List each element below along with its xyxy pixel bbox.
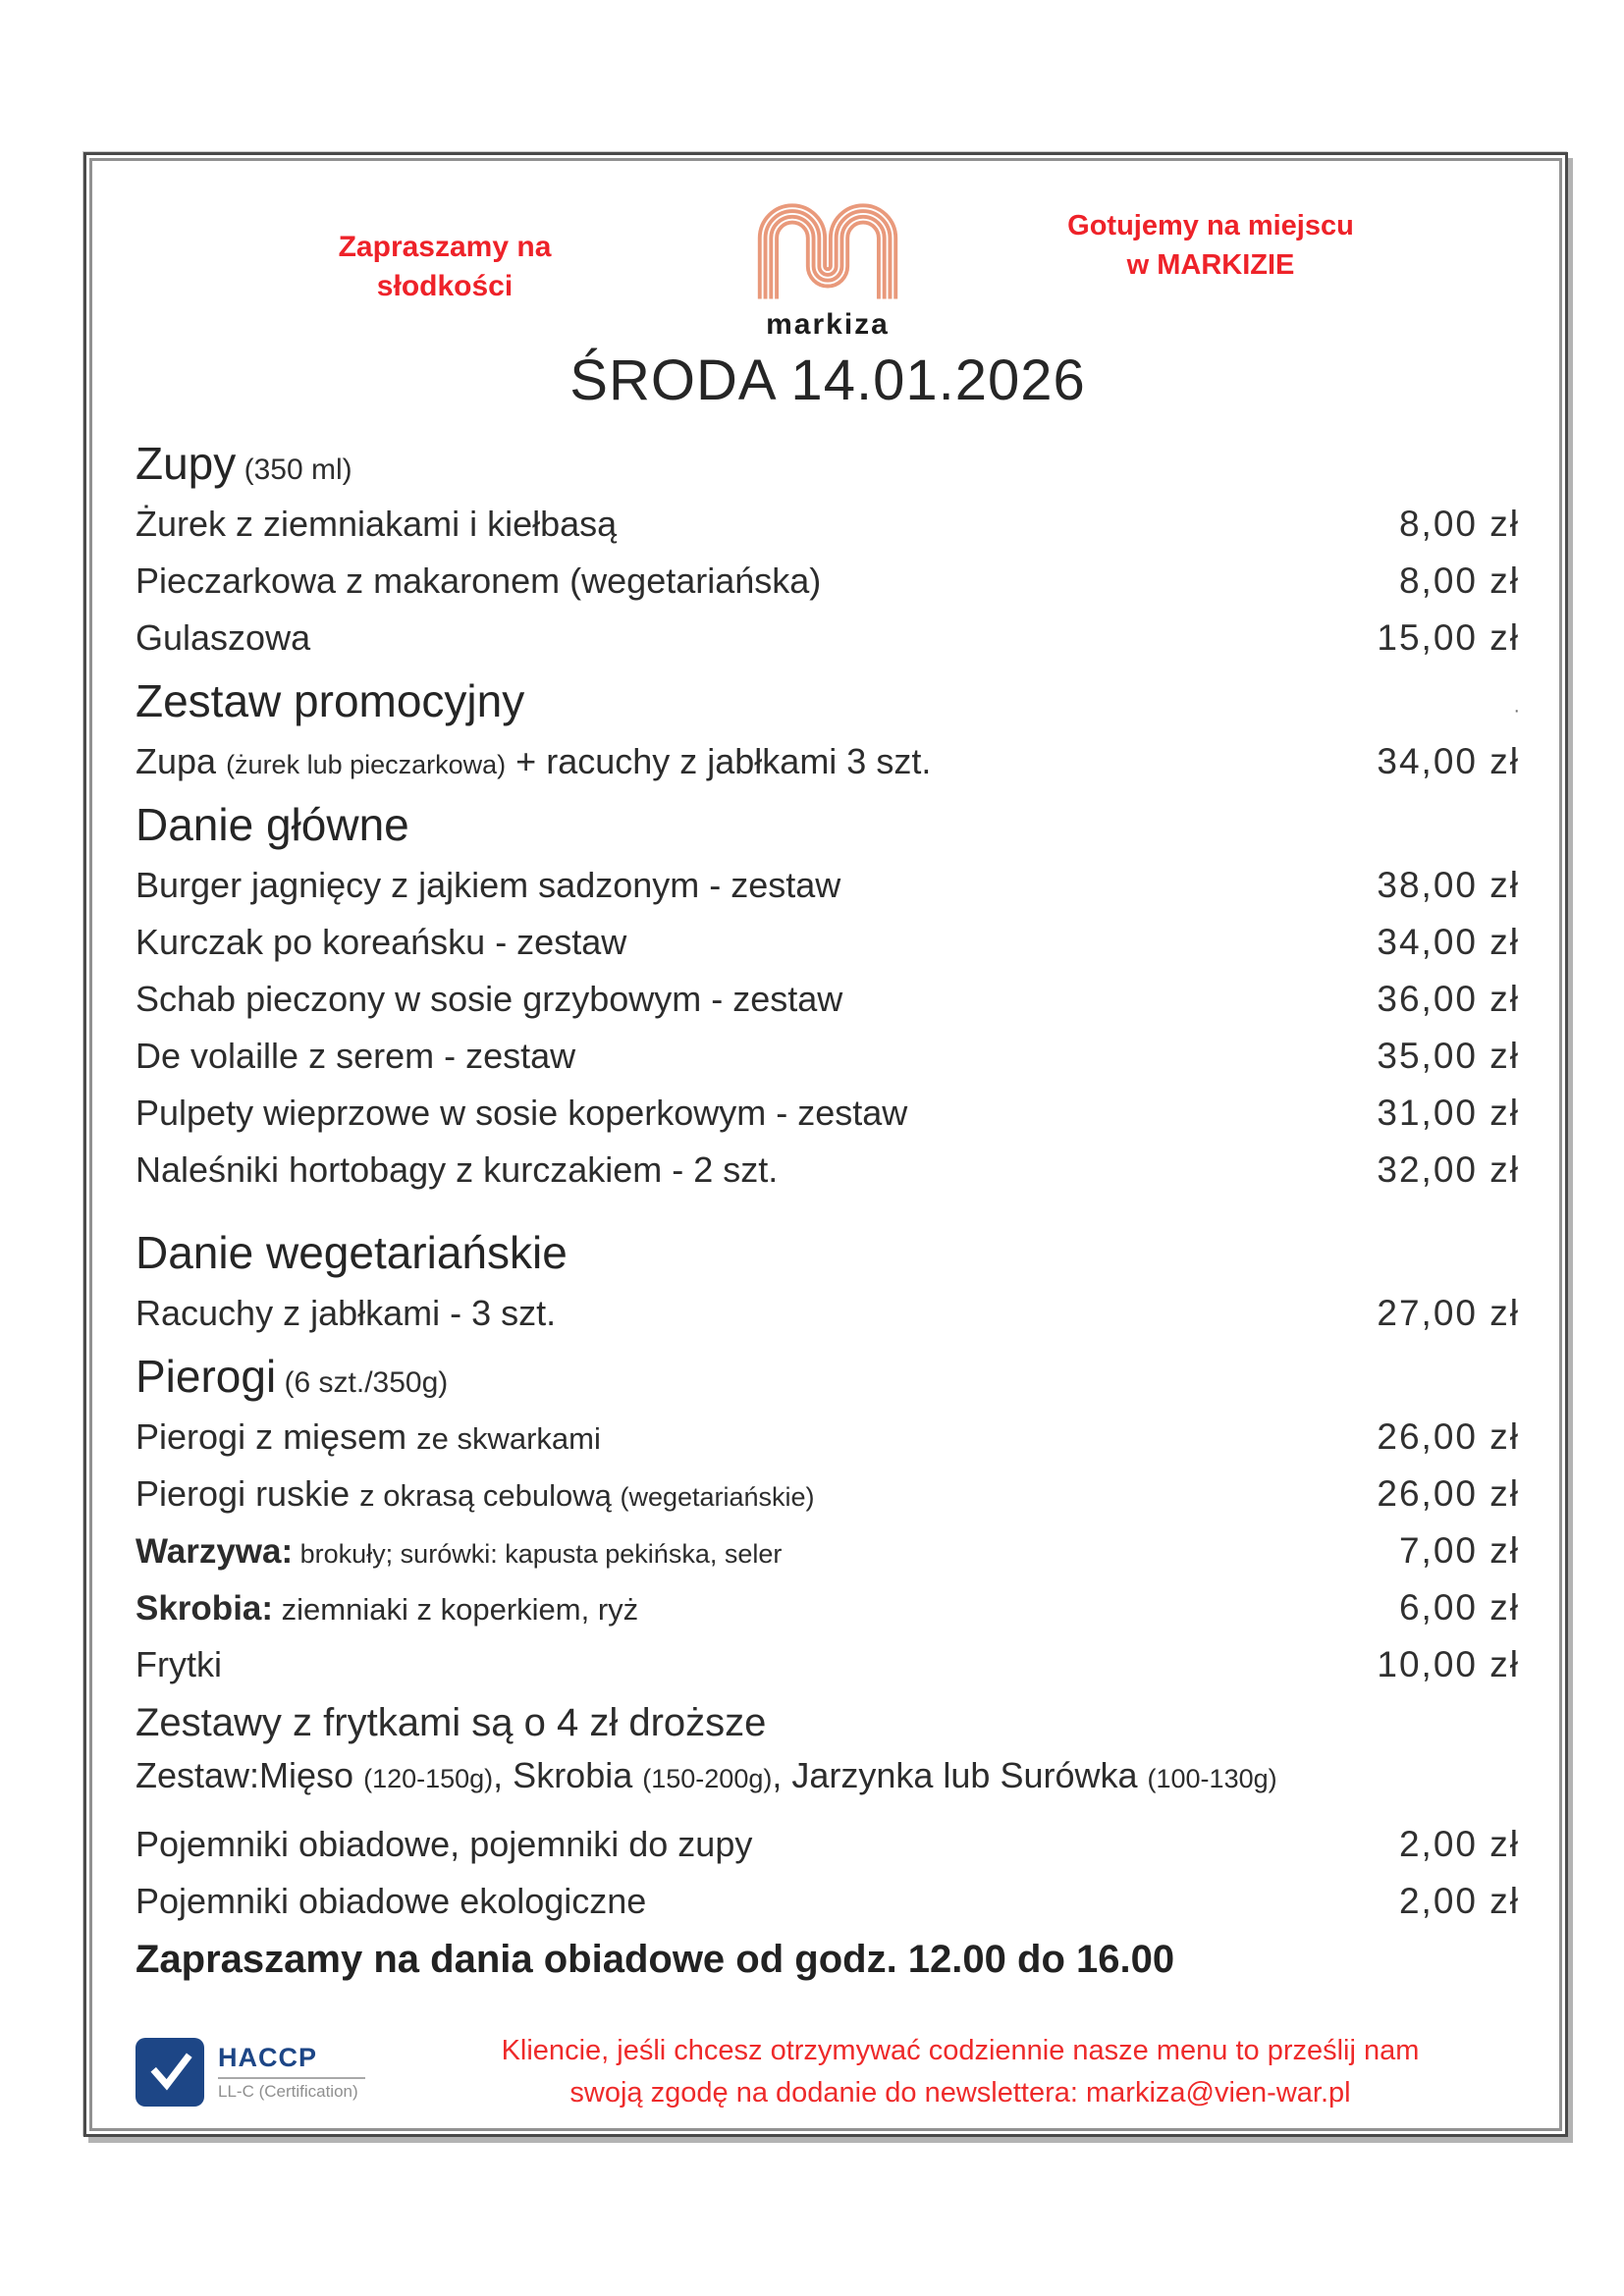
- haccp-certification-label: LL-C (Certification): [218, 2082, 358, 2101]
- fries-surcharge-note: Zestawy z frytkami są o 4 zł droższe: [135, 1701, 767, 1744]
- haccp-check-icon: [135, 2038, 204, 2107]
- page-title: ŚRODA 14.01.2026: [569, 348, 1086, 412]
- footer: [135, 2030, 1520, 2114]
- logo-wordmark: markiza: [766, 308, 890, 341]
- markiza-m-icon: [754, 192, 901, 306]
- item-name: Pojemniki obiadowe ekologiczne: [135, 1881, 647, 1921]
- item-price: 2,00 zł: [1398, 1824, 1520, 1864]
- menu-list: [135, 433, 1520, 2028]
- section-heading-zupy: Zupy (350 ml): [135, 438, 352, 489]
- menu-item: [135, 1036, 1520, 1077]
- item-name: Żurek z ziemniakami i kiełbasą: [135, 504, 618, 544]
- item-name: Schab pieczony w sosie grzybowym - zestaw: [135, 979, 843, 1019]
- menu-item: [135, 617, 1520, 659]
- menu-item: [135, 922, 1520, 963]
- item-name: Frytki: [135, 1644, 222, 1684]
- cooked-note-line1: Gotujemy na miejscu: [1067, 210, 1354, 241]
- cooked-note-line2: w MARKIZIE: [1126, 249, 1295, 281]
- item-name: Zupa (żurek lub pieczarkowa) + racuchy z jabłkami 3 szt.: [135, 741, 932, 781]
- item-name: Kurczak po koreańsku - zestaw: [135, 922, 627, 962]
- section-heading-zestaw-promocyjny: Zestaw promocyjny ·: [135, 675, 1520, 726]
- menu-item: [135, 741, 1520, 782]
- item-price: 8,00 zł: [1398, 561, 1520, 601]
- item-price: 38,00 zł: [1377, 865, 1520, 905]
- menu-item: [135, 1416, 1520, 1458]
- item-price: 35,00 zł: [1377, 1036, 1520, 1076]
- haccp-badge: [135, 2038, 430, 2107]
- item-price: 27,00 zł: [1377, 1293, 1520, 1333]
- cooked-on-site-note: [901, 192, 1520, 285]
- item-name: Racuchy z jabłkami - 3 szt.: [135, 1293, 557, 1333]
- section-heading-danie-wegetarianskie: Danie wegetariańskie: [135, 1227, 568, 1278]
- item-price: 7,00 zł: [1398, 1530, 1520, 1571]
- item-price: 26,00 zł: [1377, 1416, 1520, 1457]
- sweets-note-line1: Zapraszamy na: [338, 231, 552, 263]
- item-price: 6,00 zł: [1398, 1587, 1520, 1628]
- newsletter-line2: swoją zgodę na dodanie do newslettera: markiza@vien-war.pl: [569, 2077, 1351, 2109]
- menu-item: [135, 979, 1520, 1020]
- item-name: Skrobia: ziemniaki z koperkiem, ryż: [135, 1589, 639, 1628]
- newsletter-note: [430, 2030, 1520, 2114]
- item-price: 15,00 zł: [1377, 617, 1520, 658]
- haccp-label: HACCP: [218, 2043, 318, 2072]
- serving-hours-note: Zapraszamy na dania obiadowe od godz. 12.00 do 16.00: [135, 1938, 1175, 1981]
- menu-item: [135, 1644, 1520, 1685]
- item-name: Pojemniki obiadowe, pojemniki do zupy: [135, 1824, 753, 1864]
- sweets-note-line2: słodkości: [376, 270, 514, 302]
- menu-item: [135, 865, 1520, 906]
- newsletter-line1: Kliencie, jeśli chcesz otrzymywać codziennie nasze menu to prześlij nam: [501, 2035, 1420, 2066]
- menu-item-warzywa: [135, 1530, 1520, 1572]
- logo-block: [754, 192, 901, 342]
- item-price: 10,00 zł: [1377, 1644, 1520, 1684]
- item-name: Burger jagnięcy z jajkiem sadzonym - zestaw: [135, 865, 841, 905]
- sweets-note: [135, 192, 754, 306]
- section-heading-danie-glowne: Danie główne: [135, 799, 409, 850]
- item-price: 2,00 zł: [1398, 1881, 1520, 1921]
- menu-item: [135, 561, 1520, 602]
- menu-page: [83, 152, 1568, 2137]
- item-name: Pieczarkowa z makaronem (wegetariańska): [135, 561, 822, 601]
- menu-item: [135, 1473, 1520, 1515]
- menu-item: [135, 1149, 1520, 1191]
- item-price: 36,00 zł: [1377, 979, 1520, 1019]
- haccp-divider: [218, 2077, 365, 2079]
- item-name: Naleśniki hortobagy z kurczakiem - 2 szt.: [135, 1149, 779, 1190]
- item-name: Pierogi z mięsem ze skwarkami: [135, 1416, 601, 1457]
- item-price: 26,00 zł: [1377, 1473, 1520, 1514]
- set-composition-note: Zestaw:Mięso (120-150g), Skrobia (150-200g), Jarzynka lub Surówka (100-130g): [135, 1755, 1277, 1795]
- menu-item: [135, 504, 1520, 545]
- menu-item-skrobia: [135, 1587, 1520, 1629]
- item-name: De volaille z serem - zestaw: [135, 1036, 576, 1076]
- menu-item: [135, 1293, 1520, 1334]
- item-price: 32,00 zł: [1377, 1149, 1520, 1190]
- item-price: 34,00 zł: [1377, 741, 1520, 781]
- menu-item: [135, 1824, 1520, 1865]
- item-price: 31,00 zł: [1377, 1093, 1520, 1133]
- item-name: Gulaszowa: [135, 617, 311, 658]
- header: [135, 192, 1520, 342]
- item-price: 8,00 zł: [1398, 504, 1520, 544]
- menu-item: [135, 1881, 1520, 1922]
- item-name: Warzywa: brokuły; surówki: kapusta pekińska, seler: [135, 1532, 783, 1571]
- menu-item: [135, 1093, 1520, 1134]
- section-heading-pierogi: Pierogi (6 szt./350g): [135, 1351, 449, 1402]
- item-price: 34,00 zł: [1377, 922, 1520, 962]
- item-name: Pulpety wieprzowe w sosie koperkowym - zestaw: [135, 1093, 908, 1133]
- item-name: Pierogi ruskie z okrasą cebulową (wegetariańskie): [135, 1473, 815, 1514]
- stray-mark: ·: [1513, 700, 1520, 721]
